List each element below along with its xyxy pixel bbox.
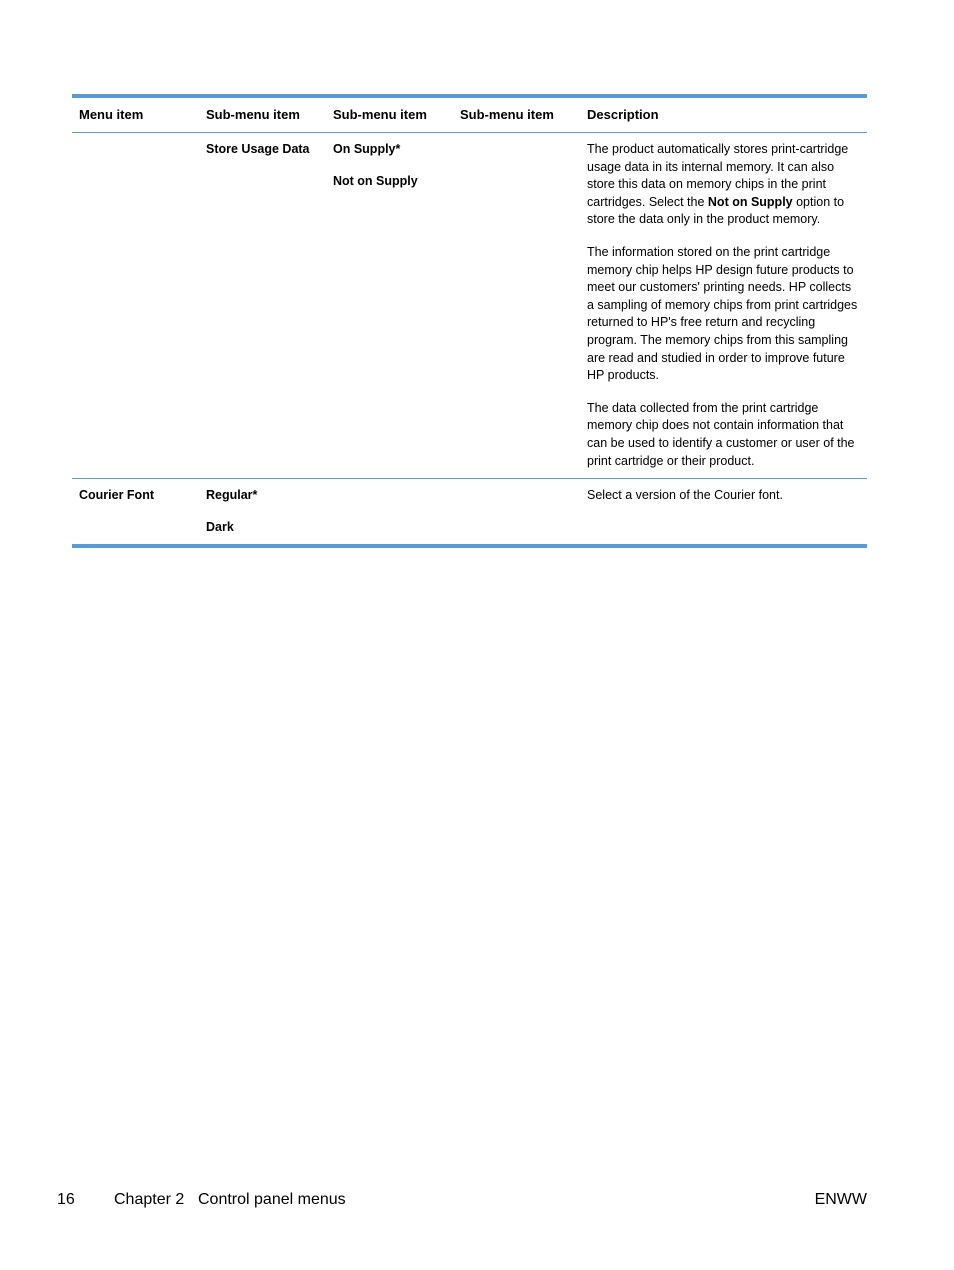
submenu2-cell — [326, 479, 453, 547]
table-row — [72, 133, 867, 479]
description-paragraph — [587, 141, 860, 229]
header-submenu-item-3: Sub-menu item — [460, 107, 554, 122]
submenu1-cell — [199, 133, 326, 479]
description-text: option to store the data only in the product memory. — [587, 194, 845, 227]
table-header-row — [72, 96, 867, 133]
menu-table — [72, 94, 867, 548]
menu-item-cell — [72, 133, 199, 479]
option-dark: Dark — [206, 519, 234, 534]
option-regular: Regular* — [206, 488, 258, 503]
submenu2-cell — [326, 133, 453, 479]
header-submenu-item-2: Sub-menu item — [333, 107, 427, 122]
submenu1-cell — [199, 479, 326, 547]
menu-item-cell: Courier Font — [79, 488, 154, 503]
chapter-label: Chapter 2 — [114, 1191, 185, 1208]
header-description: Description — [587, 107, 659, 122]
description-paragraph: The information stored on the print cartridge memory chip helps HP design future products to meet our customers' printing needs. HP collects a sampling of memory chips from print cartridges returned to HP's free return and recycling program. The memory chips from this sampling are read and studied in order to improve future HP products. — [587, 244, 858, 383]
locale-label: ENWW — [814, 1191, 867, 1208]
description-paragraph: Select a version of the Courier font. — [587, 488, 783, 503]
submenu3-cell — [453, 479, 580, 547]
header-submenu-item-1: Sub-menu item — [206, 107, 300, 122]
submenu3-cell — [453, 133, 580, 479]
description-text: The product automatically stores print-cartridge usage data in its internal memory. It can also store this data on memory chips in the print cartridges. Select the — [587, 142, 849, 209]
header-menu-item: Menu item — [79, 107, 144, 122]
description-cell — [580, 133, 867, 479]
option-not-on-supply: Not on Supply — [333, 173, 418, 188]
description-bold-text: Not on Supply — [707, 194, 793, 209]
option-on-supply: On Supply* — [333, 142, 401, 156]
description-cell — [580, 479, 867, 547]
chapter-title: Control panel menus — [198, 1191, 346, 1208]
description-paragraph: The data collected from the print cartridge memory chip does not contain information that can be used to identify a customer or user of the print cartridge or their product. — [587, 400, 855, 468]
table-row — [72, 479, 867, 547]
page-number: 16 — [57, 1191, 75, 1208]
option-store-usage-data: Store Usage Data — [206, 142, 310, 156]
